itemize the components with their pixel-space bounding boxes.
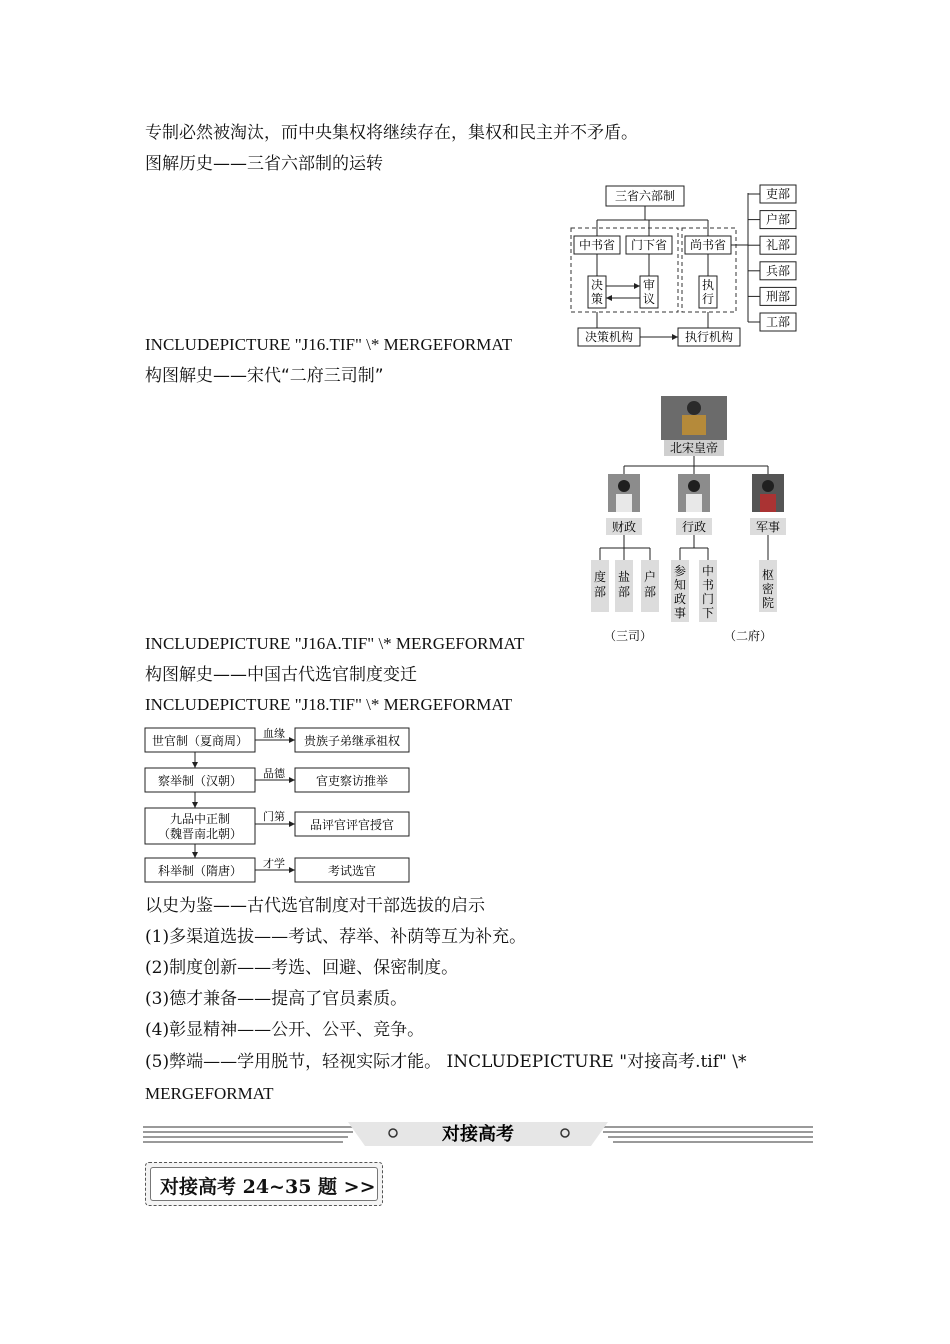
svg-text:下: 下 <box>701 606 715 620</box>
svg-text:门第: 门第 <box>263 810 285 823</box>
node-finance: 财政 <box>611 520 637 534</box>
node-menxia: 门下省 <box>630 238 668 252</box>
svg-text:科举制（隋唐）: 科举制（隋唐） <box>157 864 243 878</box>
svg-text:部: 部 <box>617 585 631 599</box>
list-item-1: (1)多渠道选拔——考试、荐举、补荫等互为补充。 <box>145 927 527 947</box>
svg-text:议: 议 <box>642 292 656 306</box>
svg-text:部: 部 <box>643 585 657 599</box>
label-sansi: （三司） <box>603 629 653 643</box>
goto-exam-label: 对接高考 24~35 题 >> <box>160 1176 376 1198</box>
svg-text:中: 中 <box>701 564 715 578</box>
ministry-label: 礼部 <box>765 238 791 253</box>
svg-text:部: 部 <box>593 585 607 599</box>
label-erfu: （二府） <box>723 629 773 643</box>
svg-text:院: 院 <box>761 596 775 610</box>
svg-text:政: 政 <box>673 592 687 606</box>
include-j16a: INCLUDEPICTURE "J16A.TIF" \* MERGEFORMAT <box>145 634 525 653</box>
svg-text:血缘: 血缘 <box>263 727 285 740</box>
svg-text:才学: 才学 <box>263 857 285 870</box>
svg-text:密: 密 <box>761 582 775 596</box>
heading-selection-system: 构图解史——中国古代选官制度变迁 <box>145 665 417 685</box>
list-item-5: (5)弊端——学用脱节，轻视实际才能。 INCLUDEPICTURE "对接高考.tif" \* <box>145 1052 747 1072</box>
svg-text:九品中正制: 九品中正制 <box>169 812 231 826</box>
include-j16: INCLUDEPICTURE "J16.TIF" \* MERGEFORMAT <box>145 335 513 354</box>
svg-text:户: 户 <box>643 570 657 584</box>
heading-song-system: 构图解史——宋代“二府三司制” <box>145 366 384 386</box>
svg-text:官吏察访推举: 官吏察访推举 <box>315 774 389 788</box>
svg-text:品评官评官授官: 品评官评官授官 <box>309 818 395 832</box>
paragraph-line: 专制必然被淘汰，而中央集权将继续存在，集权和民主并不矛盾。 <box>145 123 638 143</box>
svg-text:枢: 枢 <box>761 568 775 582</box>
list-item-2: (2)制度创新——考选、回避、保密制度。 <box>145 958 459 978</box>
node-decision: 决策机构 <box>584 330 634 344</box>
diagram-selection-system <box>143 722 415 886</box>
svg-text:察举制（汉朝）: 察举制（汉朝） <box>157 774 243 788</box>
node-shangshu: 尚书省 <box>689 238 727 252</box>
goto-exam-button[interactable] <box>145 1162 383 1206</box>
list-item-5-continued: MERGEFORMAT <box>145 1084 274 1103</box>
list-item-3: (3)德才兼备——提高了官员素质。 <box>145 989 408 1009</box>
diagram-song-system <box>588 394 798 650</box>
ministry-label: 兵部 <box>765 263 791 278</box>
node-zhongshu: 中书省 <box>578 238 616 252</box>
node-execution: 执行机构 <box>684 330 734 344</box>
banner-title: 对接高考 <box>442 1124 514 1145</box>
node-top: 三省六部制 <box>614 189 676 203</box>
svg-text:决: 决 <box>590 278 604 292</box>
section-banner <box>143 1120 813 1148</box>
ministry-label: 刑部 <box>765 289 791 304</box>
svg-text:世官制（夏商周）: 世官制（夏商周） <box>151 734 249 748</box>
svg-text:参: 参 <box>673 564 687 578</box>
ministry-label: 吏部 <box>765 187 791 201</box>
svg-text:行: 行 <box>701 292 715 306</box>
svg-text:（魏晋南北朝）: （魏晋南北朝） <box>157 827 243 841</box>
svg-text:事: 事 <box>673 606 687 620</box>
svg-text:考试选官: 考试选官 <box>327 864 377 878</box>
ministry-label: 户部 <box>765 212 791 227</box>
svg-text:知: 知 <box>673 578 687 592</box>
svg-text:盐: 盐 <box>617 570 631 584</box>
svg-text:门: 门 <box>701 592 715 606</box>
svg-text:审: 审 <box>642 278 656 292</box>
node-emperor: 北宋皇帝 <box>669 441 719 455</box>
node-admin: 行政 <box>681 520 707 534</box>
svg-text:书: 书 <box>701 578 715 592</box>
ministry-label: 工部 <box>765 315 791 329</box>
list-item-4: (4)彰显精神——公开、公平、竞争。 <box>145 1020 425 1040</box>
svg-text:品德: 品德 <box>263 767 285 780</box>
node-military: 军事 <box>755 520 781 534</box>
diagram-three-departments <box>568 180 808 350</box>
svg-text:度: 度 <box>593 570 607 584</box>
svg-text:贵族子弟继承祖权: 贵族子弟继承祖权 <box>303 734 401 748</box>
heading-lessons: 以史为鉴——古代选官制度对干部选拔的启示 <box>145 896 485 916</box>
heading-three-departments: 图解历史——三省六部制的运转 <box>145 154 383 174</box>
include-j18: INCLUDEPICTURE "J18.TIF" \* MERGEFORMAT <box>145 695 513 714</box>
svg-text:策: 策 <box>590 292 604 306</box>
svg-text:执: 执 <box>701 278 715 292</box>
